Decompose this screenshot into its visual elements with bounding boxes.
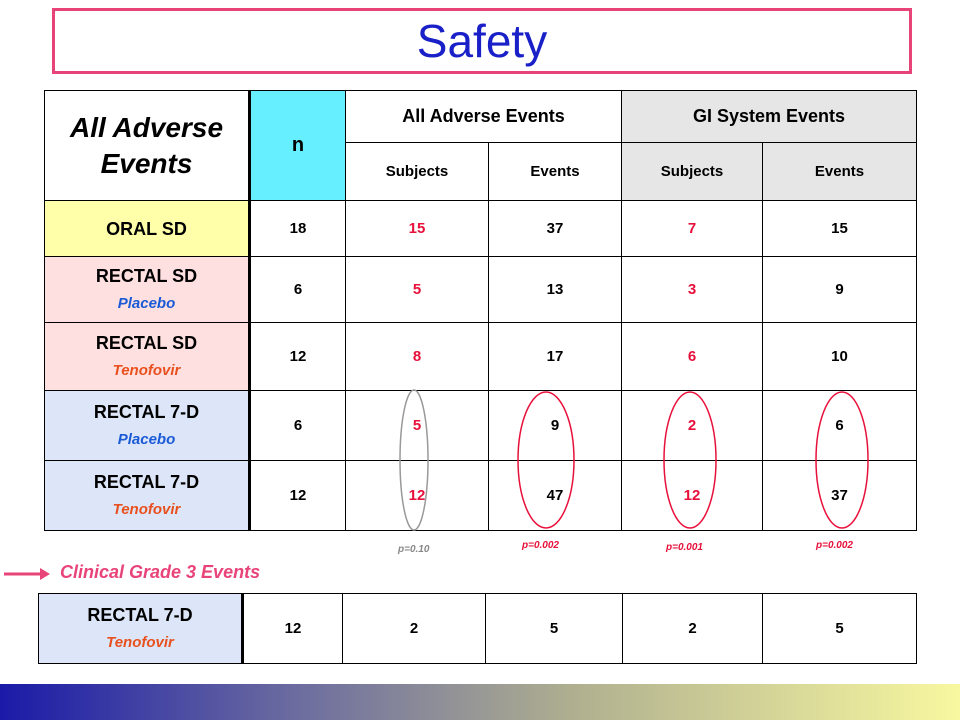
corner-header: All Adverse Events bbox=[45, 91, 250, 201]
p-value: p=0.002 bbox=[816, 540, 853, 551]
ae-events-cell: 47 bbox=[489, 461, 622, 531]
header-row-1 bbox=[45, 91, 917, 143]
ae-subjects-cell: 5 bbox=[346, 257, 489, 323]
row-label-main: RECTAL 7-D bbox=[93, 401, 200, 422]
row-label-main: RECTAL 7-D bbox=[87, 604, 193, 625]
table-row bbox=[45, 323, 917, 391]
subjects-header: Subjects bbox=[346, 143, 489, 201]
gi-events-cell: 37 bbox=[763, 461, 917, 531]
table-row bbox=[45, 391, 917, 461]
gi-subjects-cell: 3 bbox=[622, 257, 763, 323]
n-cell: 12 bbox=[243, 594, 343, 664]
row-label-sub: Tenofovir bbox=[112, 500, 181, 518]
gi-events-cell: 10 bbox=[763, 323, 917, 391]
page-title: Safety bbox=[416, 15, 548, 67]
table-row bbox=[45, 201, 917, 257]
safety-table bbox=[44, 90, 917, 531]
ae-events-cell: 9 bbox=[489, 391, 622, 461]
p-value: p=0.001 bbox=[666, 542, 703, 553]
ae-events-cell: 17 bbox=[489, 323, 622, 391]
clinical-grade-table bbox=[38, 593, 917, 664]
table-row bbox=[39, 594, 917, 664]
row-label-main: RECTAL SD bbox=[95, 332, 198, 353]
gi-events-cell: 6 bbox=[763, 391, 917, 461]
ae-events-cell: 37 bbox=[489, 201, 622, 257]
ae-events-cell: 5 bbox=[486, 594, 623, 664]
row-label bbox=[45, 257, 250, 323]
table-row bbox=[45, 257, 917, 323]
n-cell: 6 bbox=[250, 257, 346, 323]
row-label bbox=[45, 323, 250, 391]
p-value: p=0.10 bbox=[398, 544, 430, 555]
subjects-header: Subjects bbox=[622, 143, 763, 201]
n-cell: 12 bbox=[250, 461, 346, 531]
ae-subjects-cell: 8 bbox=[346, 323, 489, 391]
row-label-sub: Tenofovir bbox=[112, 361, 181, 379]
row-label bbox=[39, 594, 243, 664]
ae-subjects-cell: 2 bbox=[343, 594, 486, 664]
row-label-main: RECTAL 7-D bbox=[93, 471, 200, 492]
gi-subjects-cell: 12 bbox=[622, 461, 763, 531]
row-label-main: ORAL SD bbox=[106, 218, 187, 239]
gi-system-events-header: GI System Events bbox=[622, 91, 917, 143]
footer-gradient-bar bbox=[0, 684, 960, 720]
events-header: Events bbox=[489, 143, 622, 201]
row-label bbox=[45, 461, 250, 531]
ae-subjects-cell: 12 bbox=[346, 461, 489, 531]
gi-events-cell: 15 bbox=[763, 201, 917, 257]
gi-subjects-cell: 7 bbox=[622, 201, 763, 257]
table-row bbox=[45, 461, 917, 531]
n-cell: 18 bbox=[250, 201, 346, 257]
row-label bbox=[45, 201, 250, 257]
gi-events-cell: 9 bbox=[763, 257, 917, 323]
ae-events-cell: 13 bbox=[489, 257, 622, 323]
n-cell: 12 bbox=[250, 323, 346, 391]
p-value: p=0.002 bbox=[522, 540, 559, 551]
arrow-head bbox=[40, 568, 50, 580]
n-cell: 6 bbox=[250, 391, 346, 461]
ae-subjects-cell: 15 bbox=[346, 201, 489, 257]
n-header: n bbox=[250, 91, 346, 201]
title-box bbox=[52, 8, 912, 74]
row-label bbox=[45, 391, 250, 461]
gi-subjects-cell: 6 bbox=[622, 323, 763, 391]
events-header: Events bbox=[763, 143, 917, 201]
row-label-sub: Tenofovir bbox=[106, 633, 174, 651]
ae-subjects-cell: 5 bbox=[346, 391, 489, 461]
gi-events-cell: 5 bbox=[763, 594, 917, 664]
row-label-sub: Placebo bbox=[117, 430, 176, 448]
gi-subjects-cell: 2 bbox=[622, 391, 763, 461]
row-label-main: RECTAL SD bbox=[95, 265, 198, 286]
clinical-grade-label: Clinical Grade 3 Events bbox=[60, 562, 261, 582]
row-label-sub: Placebo bbox=[117, 294, 176, 312]
all-adverse-events-header: All Adverse Events bbox=[346, 91, 622, 143]
gi-subjects-cell: 2 bbox=[623, 594, 763, 664]
